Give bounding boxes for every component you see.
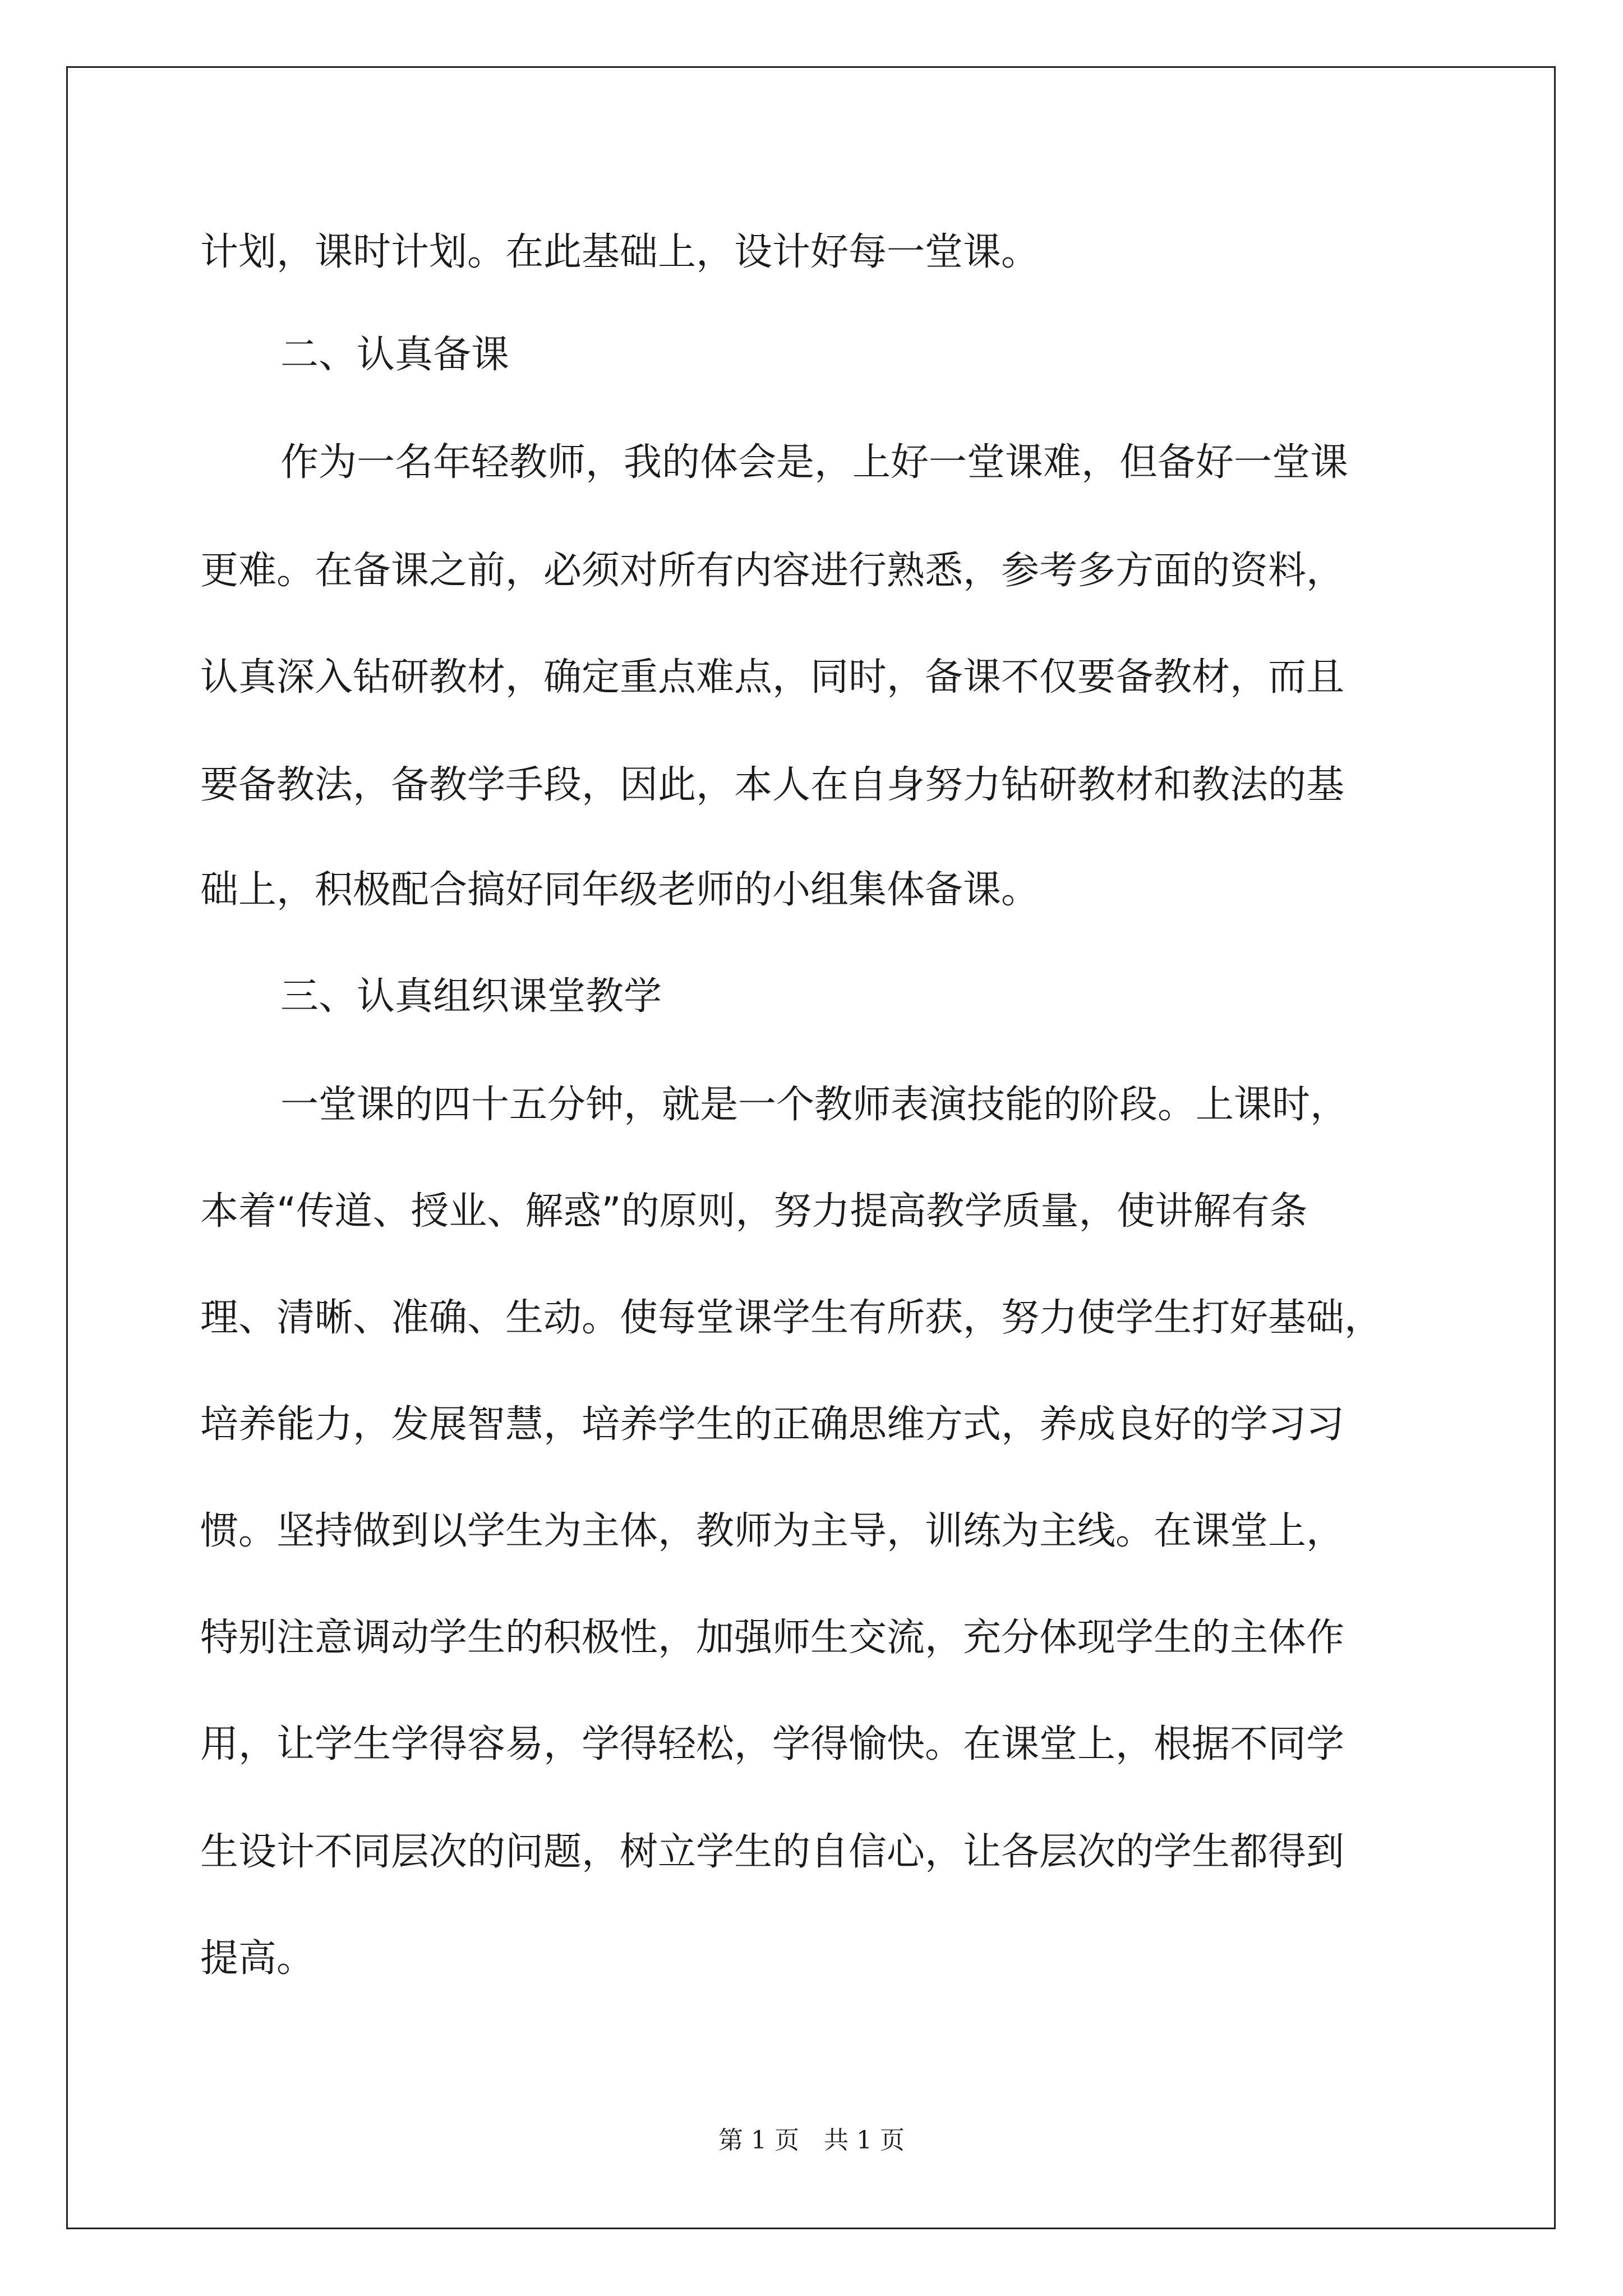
- page-border: [66, 66, 1556, 2229]
- text-line-12: 培养能力，发展智慧，培养学生的正确思维方式，养成良好的学习习: [200, 1402, 1345, 1447]
- text-line-11: 理、清晰、准确、生动。使每堂课学生有所获，努力使学生打好基础，: [200, 1296, 1383, 1340]
- text-line-4: 更难。在备课之前，必须对所有内容进行熟悉，参考多方面的资料，: [200, 549, 1345, 593]
- section-heading-3: 三、认真组织课堂教学: [280, 974, 662, 1019]
- text-line-16: 生设计不同层次的问题，树立学生的自信心，让各层次的学生都得到: [200, 1830, 1345, 1874]
- text-line-3: 作为一名年轻教师，我的体会是，上好一堂课难，但备好一堂课: [280, 440, 1349, 485]
- page-number-footer: 第 1 页 共 1 页: [718, 2126, 905, 2155]
- text-line-9: 一堂课的四十五分钟，就是一个教师表演技能的阶段。上课时，: [280, 1083, 1349, 1127]
- text-line-10: 本着“传道、授业、解惑”的原则，努力提高教学质量，使讲解有条: [200, 1189, 1308, 1234]
- text-line-5: 认真深入钻研教材，确定重点难点，同时，备课不仅要备教材，而且: [200, 655, 1345, 700]
- text-line-7: 础上，积极配合搞好同年级老师的小组集体备课。: [200, 868, 1040, 912]
- text-line-14: 特别注意调动学生的积极性，加强师生交流，充分体现学生的主体作: [200, 1616, 1345, 1660]
- text-line-6: 要备教法，备教学手段，因此，本人在自身努力钻研教材和教法的基: [200, 763, 1345, 807]
- text-line-13: 惯。坚持做到以学生为主体，教师为主导，训练为主线。在课堂上，: [200, 1509, 1345, 1553]
- text-line-1: 计划，课时计划。在此基础上，设计好每一堂课。: [200, 230, 1040, 274]
- text-line-17: 提高。: [200, 1936, 315, 1981]
- section-heading-2: 二、认真备课: [280, 333, 510, 377]
- text-line-15: 用，让学生学得容易，学得轻松，学得愉快。在课堂上，根据不同学: [200, 1722, 1345, 1766]
